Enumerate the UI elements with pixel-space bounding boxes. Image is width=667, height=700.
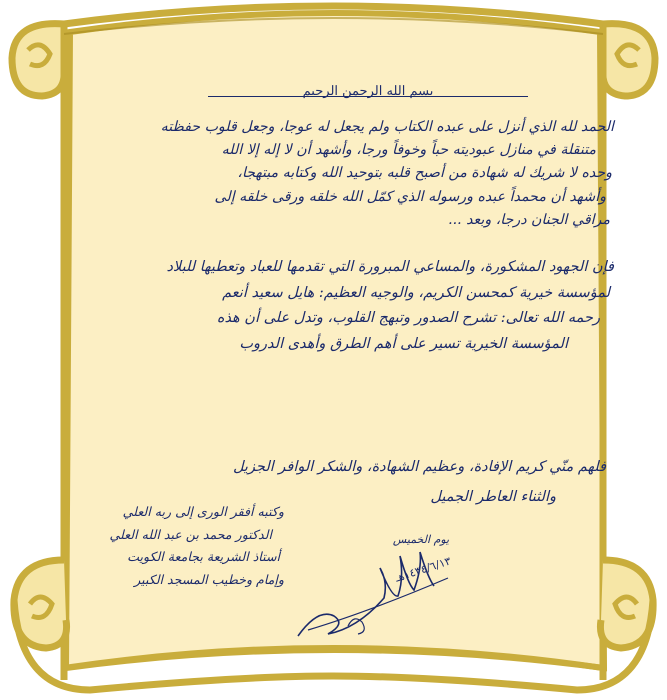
author-title: أستاذ الشريعة بجامعة الكويت xyxy=(127,549,280,565)
author-name: الدكتور محمد بن عبد الله العلي xyxy=(109,526,272,542)
text-line: وأشهد أن محمداً عبده ورسوله الذي كمّل الله خلقه ورقى خلقه إلى xyxy=(214,188,606,205)
letter-body xyxy=(58,78,614,658)
text-line: الحمد لله الذي أنزل على عبده الكتاب ولم يجعل له عوجا، وجعل قلوب حفظته xyxy=(160,119,614,135)
text-line: مراقي الجنان درجا، وبعد ... xyxy=(448,211,610,228)
praise-paragraph xyxy=(58,260,614,351)
text-line: متنقلة في منازل عبوديته حباً وخوفاً ورجا، وأشهد أن لا إله إلا الله xyxy=(221,142,596,159)
handwritten-signature xyxy=(288,538,488,648)
text-line: وحده لا شريك له شهادة من أصبح قلبه بتوحيد الله وكتابه مبتهجا، xyxy=(237,165,612,182)
basmala-underline xyxy=(208,96,528,97)
text-line: والثناء العاطر الجميل xyxy=(430,488,556,505)
basmala: بسم الله الرحمن الرحيم xyxy=(302,84,434,99)
text-line: فإن الجهود المشكورة، والمساعي المبرورة التي تقدمها للعباد وتعطيها للبلاد xyxy=(166,259,614,275)
thanks-paragraph xyxy=(58,460,614,504)
text-line: رحمه الله تعالى: تشرح الصدور وتبهج القلوب، وتدل على أن هذه xyxy=(216,310,600,326)
opening-paragraph xyxy=(58,120,614,227)
signature-day: يوم الخميس xyxy=(392,533,450,546)
author-role: وإمام وخطيب المسجد الكبير xyxy=(134,571,284,587)
author-block xyxy=(64,506,284,596)
text-line: لمؤسسة خيرية كمحسن الكريم، والوجيه العظيم: هايل سعيد أنعم xyxy=(222,284,610,301)
text-line: فلهم منّي كريم الإفادة، وعظيم الشهادة، والشكر الوافر الجزيل xyxy=(232,459,606,475)
author-line: وكتبه أفقر الورى إلى ربه العلي xyxy=(122,504,284,519)
text-line: المؤسسة الخيرية تسير على أهم الطرق وأهدى الدروب xyxy=(239,335,568,352)
signature-date: ١٤٣٤/٦/١٣هـ xyxy=(393,554,453,585)
